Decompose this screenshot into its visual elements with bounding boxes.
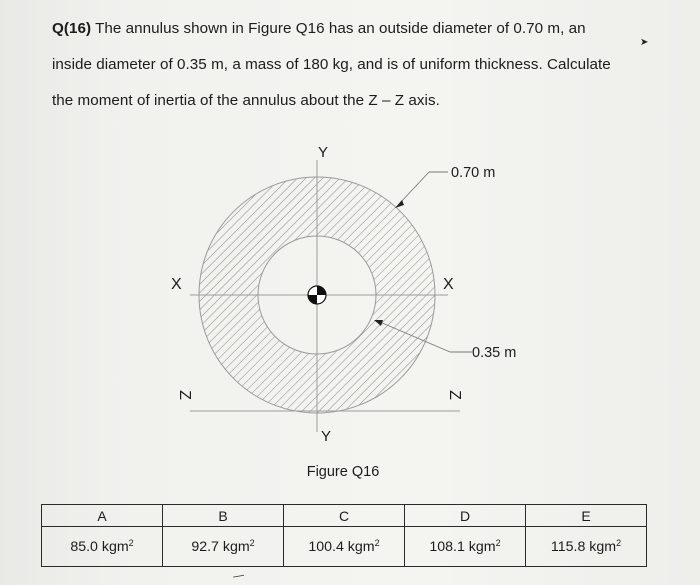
- y-label-top: Y: [318, 144, 329, 161]
- answer-options-table: [41, 504, 647, 567]
- option-c-value: 100.4 kgm: [308, 538, 375, 555]
- option-c-value-cell[interactable]: [284, 527, 405, 567]
- option-a-value-cell[interactable]: [42, 527, 163, 567]
- outer-diameter-label: 0.70 m: [451, 165, 496, 181]
- question-line-2: inside diameter of 0.35 m, a mass of 180 kg, and is of uniform thickness. Calculate: [52, 56, 611, 73]
- centroid-icon: [308, 286, 326, 304]
- outer-arrowhead: [395, 200, 404, 208]
- answer-values-row: [42, 527, 647, 567]
- z-label-left: Z: [176, 390, 193, 400]
- option-b-unit-power: 2: [249, 537, 255, 548]
- x-label-right: X: [443, 276, 454, 293]
- inner-diameter-label: 0.35 m: [472, 345, 517, 361]
- option-b-value: 92.7 kgm: [191, 538, 250, 555]
- option-d-letter[interactable]: D: [405, 505, 526, 527]
- option-d-value-cell[interactable]: [405, 527, 526, 567]
- option-e-value: 115.8 kgm: [550, 538, 617, 555]
- pen-mark-icon: —: [232, 569, 245, 583]
- option-b-letter[interactable]: B: [163, 505, 284, 527]
- option-a-value: 85.0 kgm: [70, 538, 129, 555]
- option-b-value-cell[interactable]: [163, 527, 284, 567]
- option-d-value: 108.1 kgm: [429, 538, 496, 555]
- option-c-letter[interactable]: C: [284, 505, 405, 527]
- y-label-bottom: Y: [321, 428, 332, 445]
- answer-letters-row: [42, 505, 647, 527]
- option-e-unit-power: 2: [616, 537, 622, 548]
- figure-caption: Figure Q16: [306, 464, 380, 480]
- option-c-unit-power: 2: [374, 537, 380, 548]
- option-d-unit-power: 2: [495, 537, 501, 548]
- x-label-left: X: [171, 276, 182, 293]
- option-e-value-cell[interactable]: [526, 527, 647, 567]
- question-number: Q(16): [52, 20, 92, 37]
- option-a-unit-power: 2: [128, 537, 134, 548]
- question-line-3: the moment of inertia of the annulus about the Z – Z axis.: [52, 92, 440, 109]
- option-a-letter[interactable]: A: [42, 505, 163, 527]
- option-e-letter[interactable]: E: [526, 505, 647, 527]
- outer-diameter-leader-diag: [400, 172, 429, 203]
- mouse-cursor-icon: ➤: [640, 37, 649, 48]
- z-label-right: Z: [446, 390, 463, 400]
- question-line-1-text: The annulus shown in Figure Q16 has an outside diameter of 0.70 m, an: [95, 20, 586, 37]
